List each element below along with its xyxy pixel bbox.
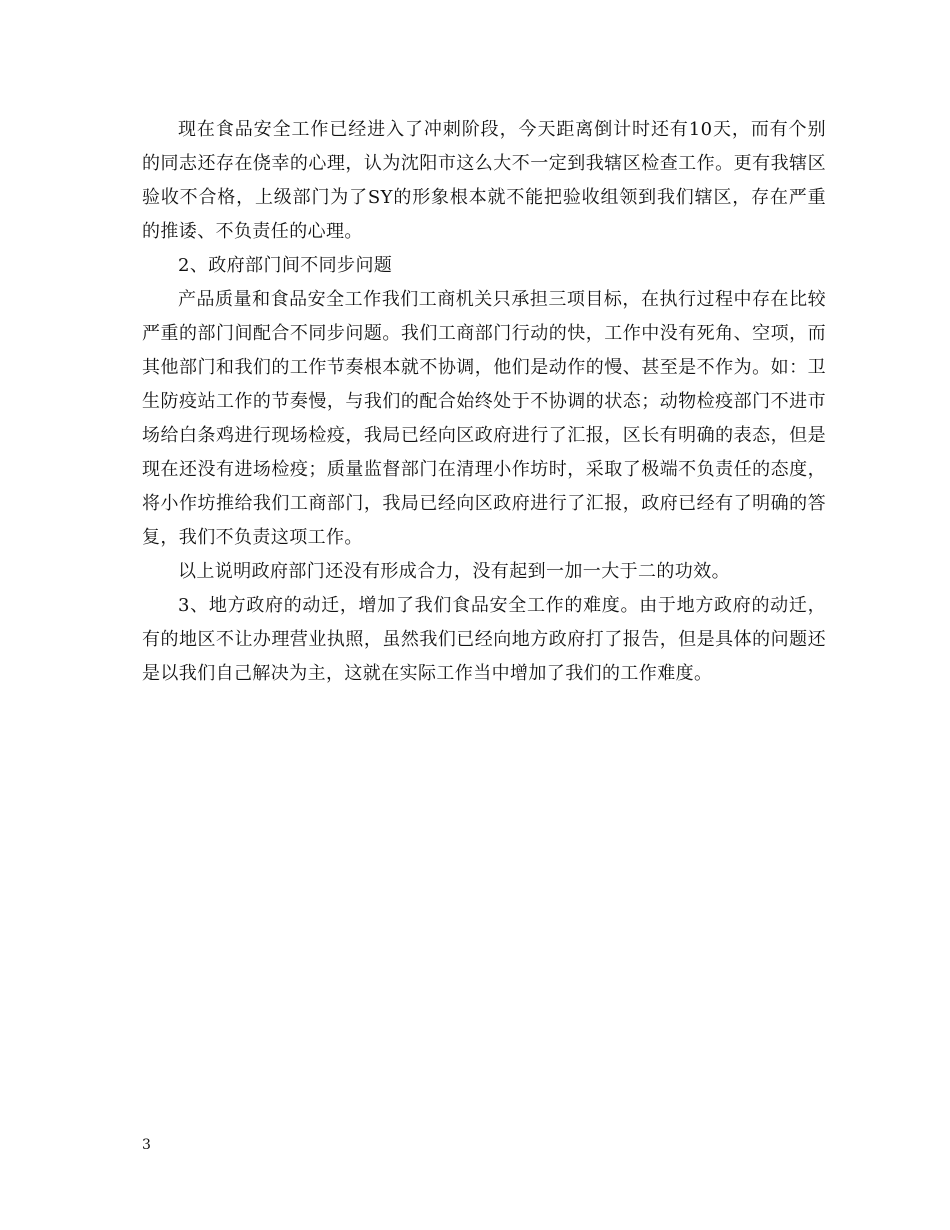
paragraph-conclusion: 以上说明政府部门还没有形成合力，没有起到一加一大于二的功效。 [178,561,730,582]
paragraph-inspection-attitude: 现在食品安全工作已经进入了冲刺阶段，今天距离倒计时还有10天，而有个别的同志还存在侥幸的心理，认为沈阳市这么大不一定到我辖区检查工作。更有我辖区验收不合格，上级部门为了SY的形象根本就不能把验收组领到我们辖区，存在严重的推诿、不负责任的心理。 [142,119,826,242]
document-body [142,113,826,691]
paragraph-local-relocation: 3、地方政府的动迁，增加了我们食品安全工作的难度。由于地方政府的动迁，有的地区不让办理营业执照，虽然我们已经向地方政府打了报告，但是具体的问题还是以我们自己解决为主，这就在实际工作当中增加了我们的工作难度。 [142,595,826,684]
page-number: 3 [142,1137,151,1153]
section-heading-department-sync: 2、政府部门间不同步问题 [178,255,393,276]
paragraph-department-coordination: 产品质量和食品安全工作我们工商机关只承担三项目标，在执行过程中存在比较严重的部门间配合不同步问题。我们工商部门行动的快，工作中没有死角、空项，而其他部门和我们的工作节奏根本就不协调，他们是动作的慢、甚至是不作为。如：卫生防疫站工作的节奏慢，与我们的配合始终处于不协调的状态；动物检疫部门不进市场给白条鸡进行现场检疫，我局已经向区政府进行了汇报，区长有明确的表态，但是现在还没有进场检疫；质量监督部门在清理小作坊时，采取了极端不负责任的态度，将小作坊推给我们工商部门，我局已经向区政府进行了汇报，政府已经有了明确的答复，我们不负责这项工作。 [142,289,826,548]
